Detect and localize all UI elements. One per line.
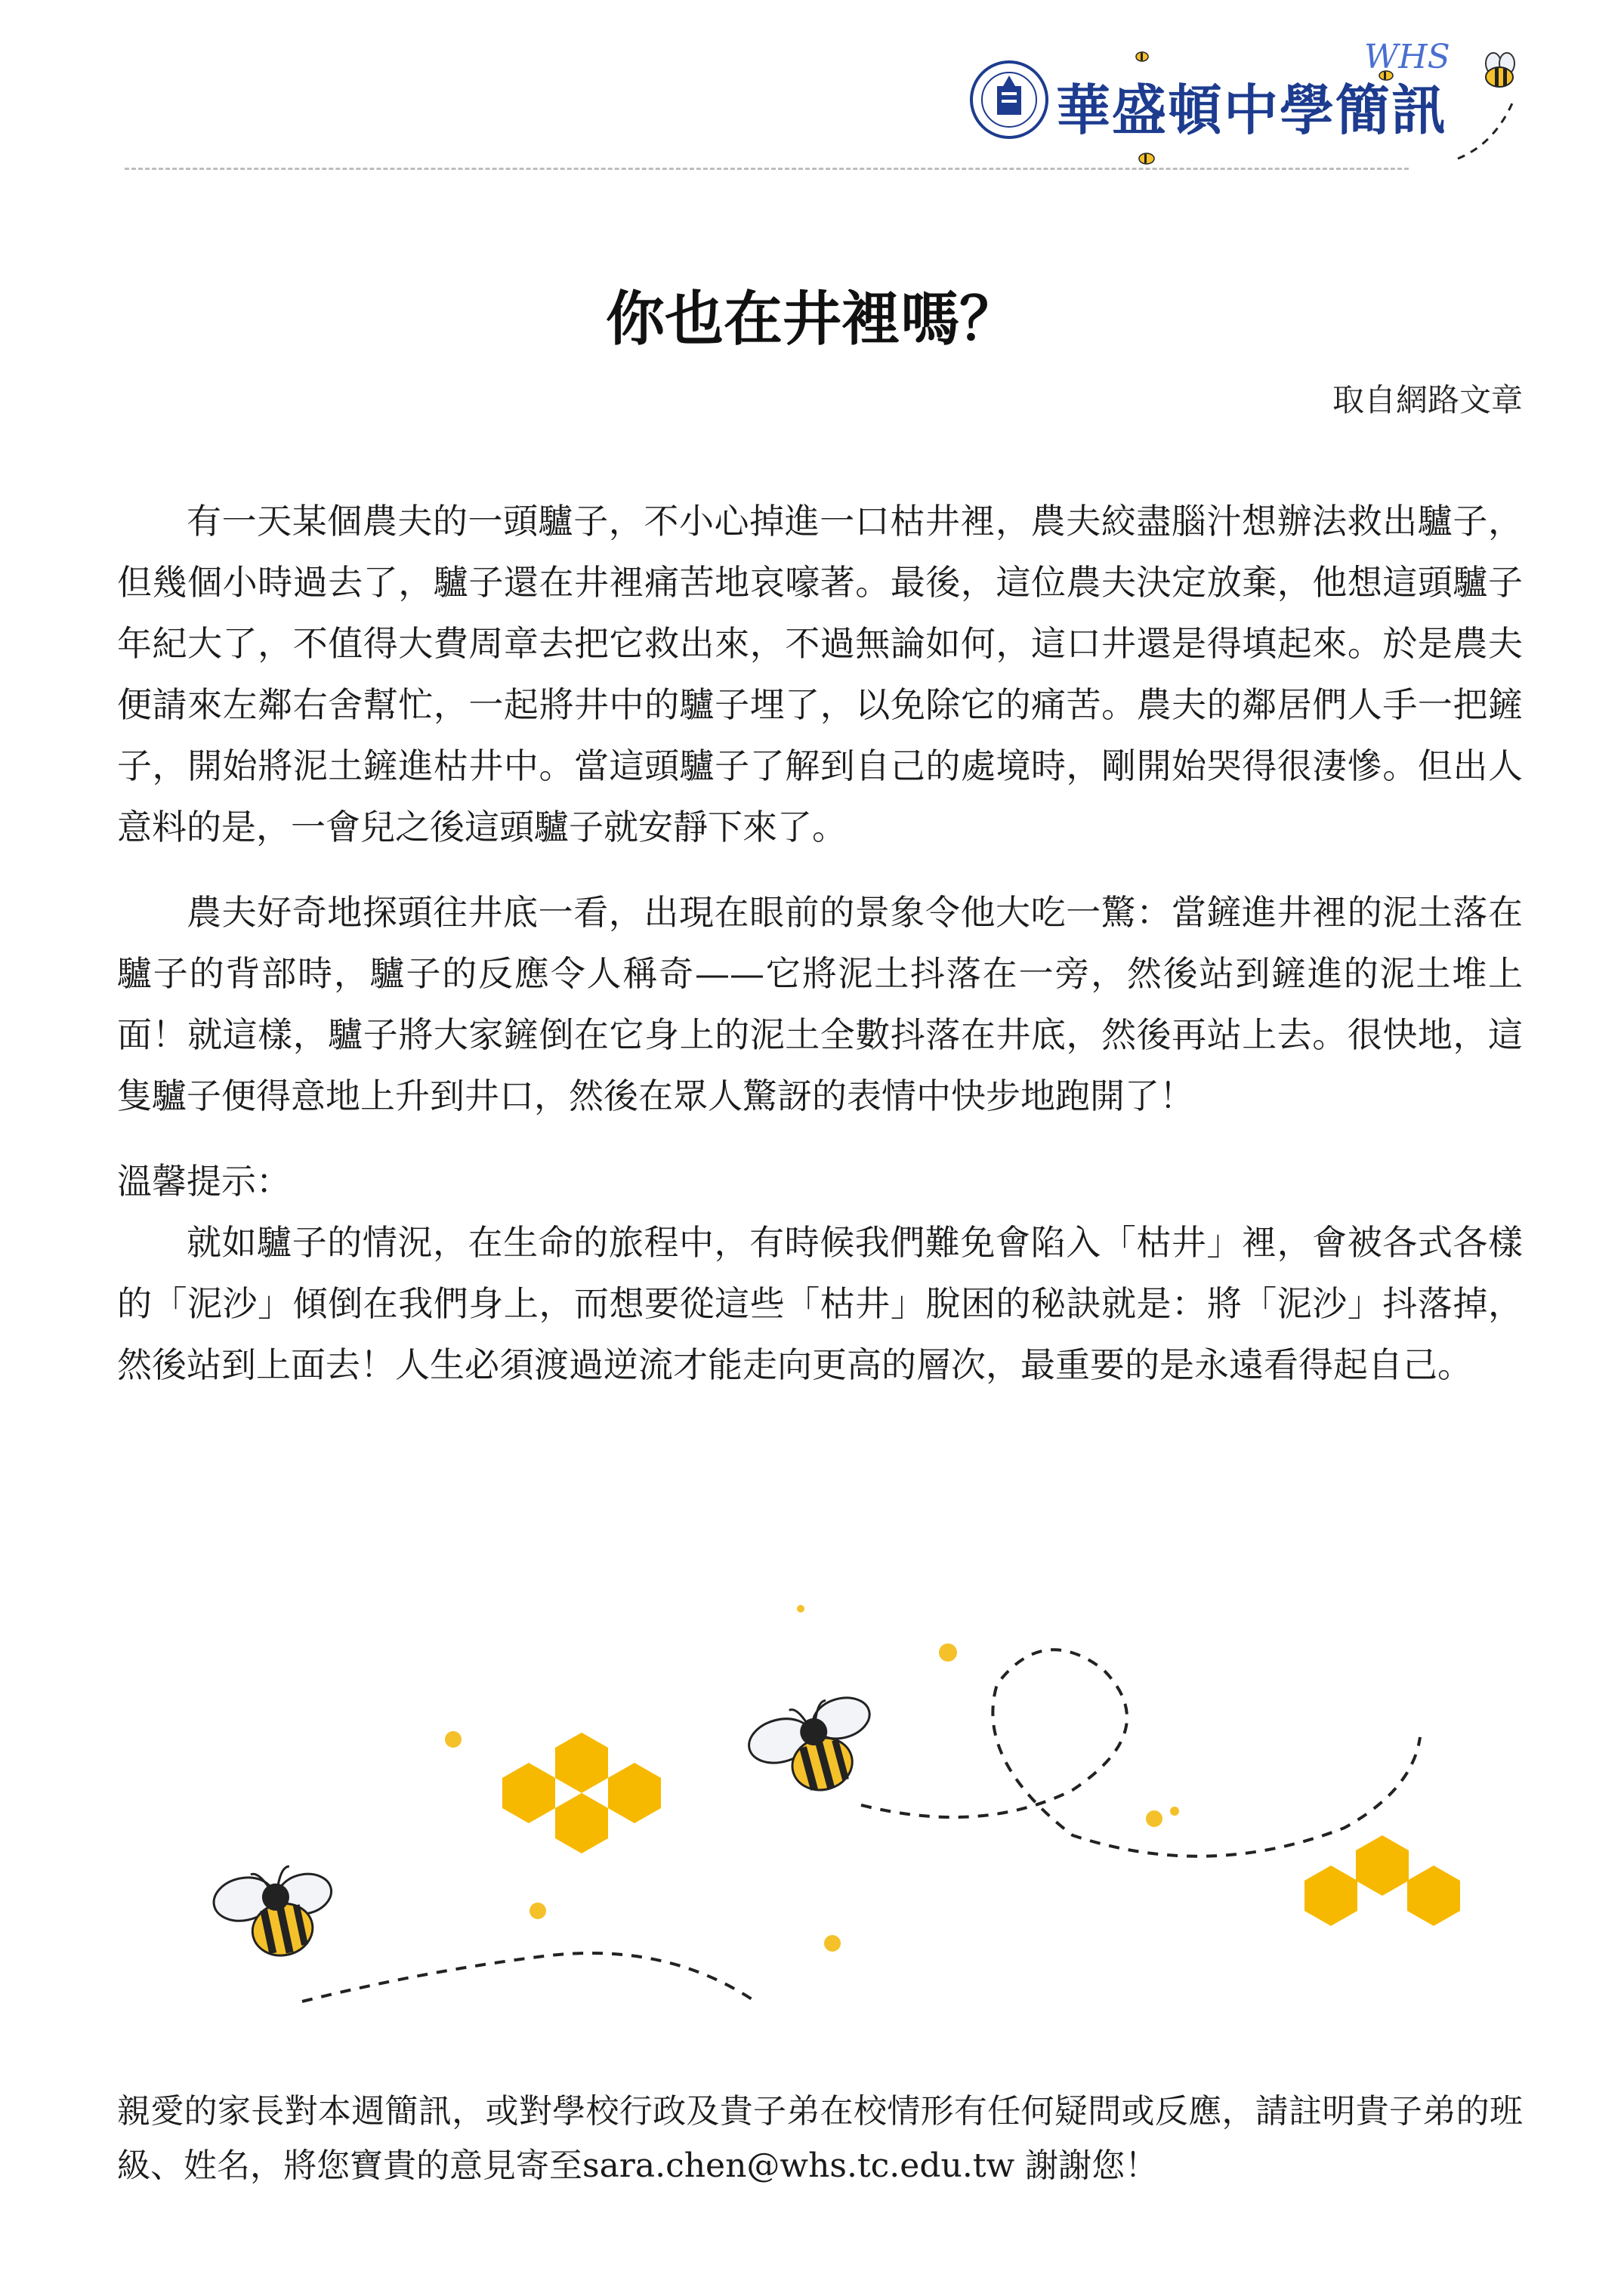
footer-note: 親愛的家長對本週簡訊，或對學校行政及貴子弟在校情形有任何疑問或反應，請註明貴子弟的班級、姓名，將您寶貴的意見寄至sara.chen@whs.tc.edu.tw 謝謝您！: [117, 2092, 1523, 2185]
school-seal-icon: [968, 59, 1050, 140]
tip-paragraph: 就如驢子的情況，在生命的旅程中，有時候我們難免會陷入「枯井」裡，會被各式各樣的「泥沙」傾倒在我們身上，而想要從這些「枯井」脫困的秘訣就是：將「泥沙」抖落掉，然後站到上面去！人生必須渡過逆流才能走向更高的層次，最重要的是永遠看得起自己。: [117, 1222, 1523, 1385]
bee-icon: [1136, 52, 1148, 61]
header-divider: [125, 168, 1409, 170]
article-paragraph: 農夫好奇地探頭往井底一看，出現在眼前的景象令他大吃一驚：當鏟進井裡的泥土落在驢子的背部時，驢子的反應令人稱奇——它將泥土抖落在一旁，然後站到鏟進的泥土堆上面！就這樣，驢子將大家鏟倒在它身上的泥土全數抖落在井底，然後再站上去。很快地，這隻驢子便得意地上升到井口，然後在眾人驚訝的表情中快步地跑開了！: [117, 892, 1523, 1116]
bee-illustration: [0, 1579, 1624, 2047]
newsletter-title: 華盛頓中學簡訊: [1056, 79, 1448, 142]
article-body: [117, 491, 1523, 1396]
bee-icon: [743, 1690, 886, 1806]
bee-icon: [209, 1859, 342, 1967]
article-source: 取自網路文章: [1332, 381, 1523, 418]
article-paragraph: 有一天某個農夫的一頭驢子，不小心掉進一口枯井裡，農夫絞盡腦汁想辦法救出驢子，但幾個小時過去了，驢子還在井裡痛苦地哀嚎著。最後，這位農夫決定放棄，他想這頭驢子年紀大了，不值得大費周章去把它救出來，不過無論如何，這口井還是得填起來。於是農夫便請來左鄰右舍幫忙，一起將井中的驢子埋了，以免除它的痛苦。農夫的鄰居們人手一把鏟子，開始將泥土鏟進枯井中。當這頭驢子了解到自己的處境時，剛開始哭得很淒慘。但出人意料的是，一會兒之後這頭驢子就安靜下來了。: [117, 501, 1523, 847]
article-title: 你也在井裡嗎？: [605, 285, 1018, 353]
whs-brand-mark: WHS: [1364, 38, 1450, 76]
bee-icon: [1139, 153, 1154, 164]
honeycomb-icon: [502, 1733, 661, 1853]
tip-label: 溫馨提示：: [117, 1161, 291, 1202]
bee-icon: [1486, 53, 1514, 87]
honeycomb-icon: [1304, 1835, 1460, 1926]
